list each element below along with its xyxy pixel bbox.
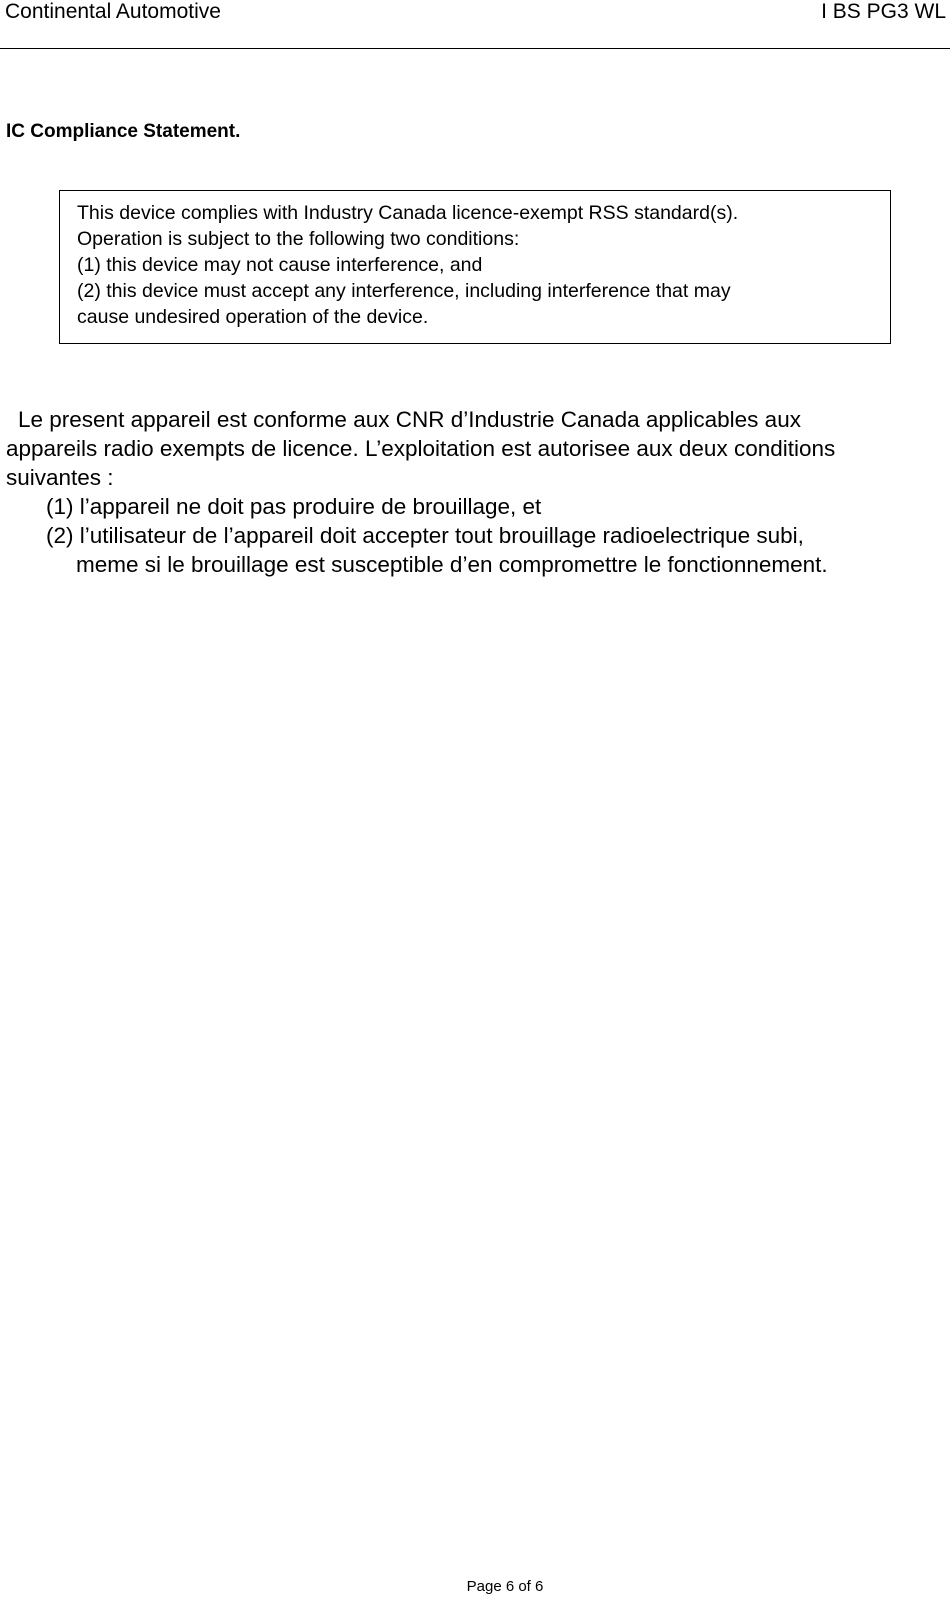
page-number: Page 6 of 6	[466, 1578, 544, 1595]
french-line: Le present appareil est conforme aux CNR d’Industrie Canada applicables aux	[18, 407, 801, 432]
statement-line: Operation is subject to the following two conditions:	[77, 228, 520, 250]
french-condition-2: (2) l’utilisateur de l’appareil doit accepter tout brouillage radioelectrique subi,	[46, 523, 804, 548]
french-statement	[6, 405, 946, 579]
statement-line: This device complies with Industry Canada licence-exempt RSS standard(s).	[77, 202, 739, 224]
french-condition-2-continued: meme si le brouillage est susceptible d’en compromettre le fonctionnement.	[76, 552, 828, 577]
statement-line: (1) this device may not cause interference, and	[77, 254, 483, 276]
page-title: IC Compliance Statement.	[6, 121, 241, 142]
french-line: appareils radio exempts de licence. L’exploitation est autorisee aux deux conditions	[6, 436, 836, 461]
statement-line: (2) this device must accept any interference, including interference that may	[77, 280, 731, 302]
statement-line: cause undesired operation of the device.	[77, 306, 429, 328]
header-divider	[0, 48, 950, 49]
french-line: suivantes :	[6, 465, 114, 490]
header-company: Continental Automotive	[5, 0, 221, 23]
ic-statement-box	[59, 190, 891, 344]
french-condition-1: (1) l’appareil ne doit pas produire de brouillage, et	[46, 494, 542, 519]
header-department: I BS PG3 WL	[821, 0, 946, 23]
